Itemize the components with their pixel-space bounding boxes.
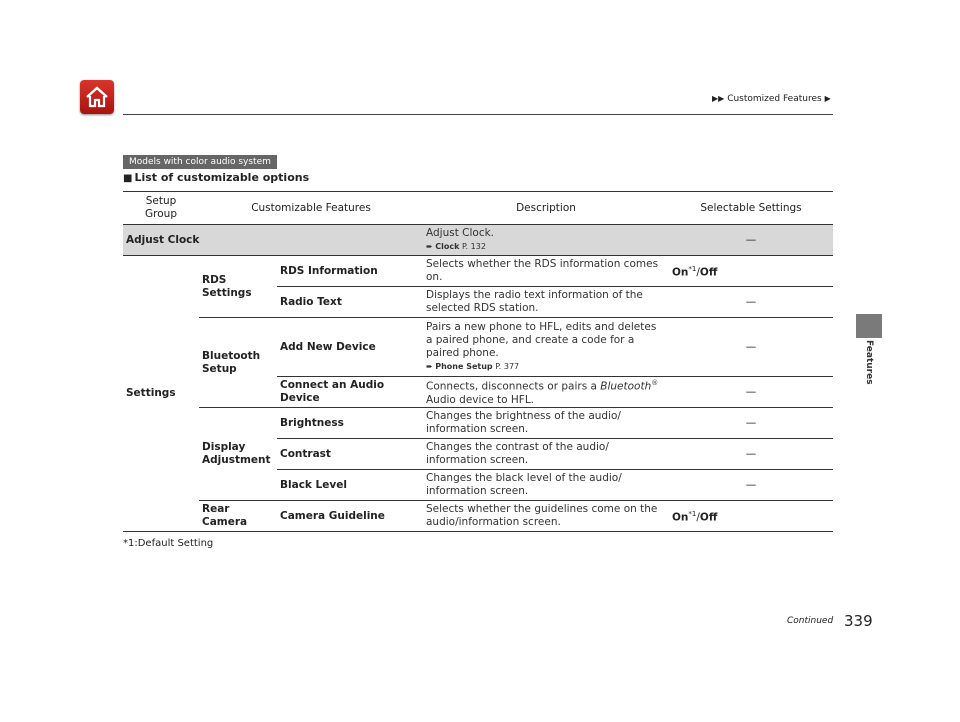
subgroup-display-adjustment: Display Adjustment [199,408,277,501]
footnote: *1:Default Setting [123,538,214,549]
table-row [123,501,833,532]
desc-connect-audio-device: Connects, disconnects or pairs a Bluetooth® Audio device to HFL. [423,377,669,408]
feature-black-level: Black Level [277,470,423,501]
ref-link-clock[interactable]: ➨ Clock P. 132 [426,242,486,251]
desc-rds-information: Selects whether the RDS information comes on. [423,256,669,287]
subgroup-rds-settings: RDS Settings [199,256,277,318]
setting-add-new-device: — [669,318,833,377]
breadcrumb-end-arrow-icon: ▶ [824,94,831,103]
setting-adjust-clock: — [669,225,833,256]
sidebar-tab-marker[interactable] [856,314,882,338]
desc-radio-text: Displays the radio text information of the selected RDS station. [423,287,669,318]
section-title [123,171,309,184]
feature-contrast: Contrast [277,439,423,470]
desc-brightness: Changes the brightness of the audio/ information screen. [423,408,669,439]
header-selectable-settings: Selectable Settings [669,192,833,225]
setting-black-level: — [669,470,833,501]
desc-add-new-device: Pairs a new phone to HFL, edits and deletes a paired phone, and create a code for a paired phone. [426,321,657,359]
sidebar-section-label: Features [864,340,874,385]
group-adjust-clock: Adjust Clock [123,225,423,256]
breadcrumb[interactable] [712,94,831,104]
feature-camera-guideline: Camera Guideline [277,501,423,532]
options-table [123,191,833,532]
header-divider [123,114,833,115]
setting-camera-guideline: On$^{*1}$/Off [669,501,833,532]
table-row [123,408,833,439]
setting-rds-information: On$^{*1}$/Off [669,256,833,287]
setting-brightness: — [669,408,833,439]
continued-label: Continued [787,616,834,626]
feature-rds-information: RDS Information [277,256,423,287]
header-setup-group: Setup Group [123,192,199,225]
section-title-text: List of customizable options [134,171,310,184]
page-number: 339 [844,612,873,630]
setting-connect-audio-device: — [669,377,833,408]
ref-link-phone-setup[interactable]: ➨ Phone Setup P. 377 [426,362,520,371]
feature-connect-audio-device: Connect an Audio Device [277,377,423,408]
desc-contrast: Changes the contrast of the audio/ information screen. [423,439,669,470]
feature-brightness: Brightness [277,408,423,439]
desc-black-level: Changes the black level of the audio/ information screen. [423,470,669,501]
feature-radio-text: Radio Text [277,287,423,318]
desc-adjust-clock: Adjust Clock. [426,227,495,239]
table-row [123,318,833,377]
model-badge: Models with color audio system [123,155,277,169]
table-row [123,225,833,256]
breadcrumb-arrow-icon: ▶▶ [712,94,725,103]
setting-contrast: — [669,439,833,470]
setting-radio-text: — [669,287,833,318]
subgroup-rear-camera: Rear Camera [199,501,277,532]
group-settings: Settings [123,256,199,532]
header-customizable-features: Customizable Features [199,192,423,225]
square-bullet-icon: ■ [123,173,133,184]
home-icon [84,84,110,110]
header-description: Description [423,192,669,225]
home-button[interactable] [80,80,114,114]
feature-add-new-device: Add New Device [277,318,423,377]
desc-camera-guideline: Selects whether the guidelines come on the audio/information screen. [423,501,669,532]
breadcrumb-label: Customized Features [727,94,822,104]
subgroup-bluetooth-setup: Bluetooth Setup [199,318,277,408]
table-row [123,256,833,287]
